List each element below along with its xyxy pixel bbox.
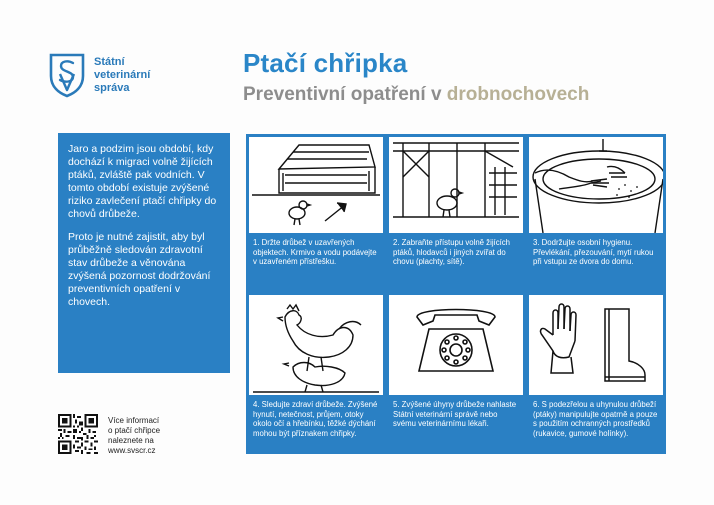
logo-line-1: Státní (94, 56, 125, 68)
measures-grid (246, 134, 666, 454)
tile-6-illustration (529, 295, 663, 395)
tile-5-caption: 5. Zvýšené úhyny drůbeže nahlaste Státní veterinární správě nebo svému veterinárnímu lékaři. (393, 400, 517, 429)
telephone-icon (389, 295, 523, 395)
logo (48, 52, 150, 98)
shelter-icon (249, 137, 383, 233)
intro-paragraph-2: Proto je nutné zajistit, aby byl průběžně sledován zdravotní stav drůbeže a věnována zvýšená pozornost dodržování preventivních opatření v chovech. (68, 231, 211, 308)
tile-4-illustration (249, 295, 383, 395)
subtitle-main: Preventivní opatření v (243, 84, 447, 105)
page-title: Ptačí chřipka (243, 48, 408, 78)
tile-2-illustration (389, 137, 523, 233)
logo-text (94, 56, 150, 95)
measure-tile-6 (526, 292, 666, 454)
qr-text-line-3: naleznete na (108, 436, 154, 445)
logo-line-2: veterinární (94, 69, 151, 81)
intro-paragraph-1: Jaro a podzim jsou období, kdy dochází k migraci volně žijících ptáků, zvláště pak vodních. V tomto období existuje zvýšené riziko zavlečení ptačí chřipky do chovů drůbeže. (68, 143, 217, 220)
tile-3-caption: 3. Dodržujte osobní hygienu. Převlékání, přezouvání, mytí rukou při vstupu ze dvora do domu. (533, 238, 654, 267)
subtitle-highlight: drobnochovech (446, 84, 590, 105)
intro-box (58, 133, 230, 373)
tile-4-caption: 4. Sledujte zdraví drůbeže. Zvýšené hynutí, netečnost, průjem, otoky okolo očí a hřebínku, těžké dýchání mohou být příznakem chřipky. (253, 400, 378, 438)
page-subtitle (243, 84, 589, 106)
measure-tile-3 (526, 134, 666, 292)
tile-3-illustration (529, 137, 663, 233)
qr-text-line-1: Více informací (108, 416, 160, 425)
tile-5-illustration (389, 295, 523, 395)
tile-6-caption: 6. S podezřelou a uhynulou drůbeží (ptáky) manipulujte opatrně a pouze s použitím ochranných prostředků (rukavice, gumové holínky). (533, 400, 658, 438)
measure-tile-1 (246, 134, 386, 292)
qr-text-line-2: o ptačí chřipce (108, 426, 161, 435)
website-link[interactable]: www.svscr.cz (108, 446, 156, 455)
gloves-boots-icon (529, 295, 663, 395)
fence-icon (389, 137, 523, 233)
measure-tile-2 (386, 134, 526, 292)
tile-2-caption: 2. Zabraňte přístupu volně žijících ptáků, hlodavců i jiných zvířat do chovu (plachty, sítě). (393, 238, 511, 267)
hand-washing-icon (529, 137, 663, 233)
measure-tile-5 (386, 292, 526, 454)
rooster-hen-icon (249, 295, 383, 395)
logo-line-3: správa (94, 82, 130, 94)
qr-info-text (108, 416, 160, 456)
qr-code-icon (58, 414, 98, 454)
tile-1-illustration (249, 137, 383, 233)
shield-logo-icon (48, 52, 86, 98)
tile-1-caption: 1. Držte drůbež v uzavřených objektech. Krmivo a vodu podávejte v uzavřeném přístřešku. (253, 238, 377, 267)
measure-tile-4 (246, 292, 386, 454)
